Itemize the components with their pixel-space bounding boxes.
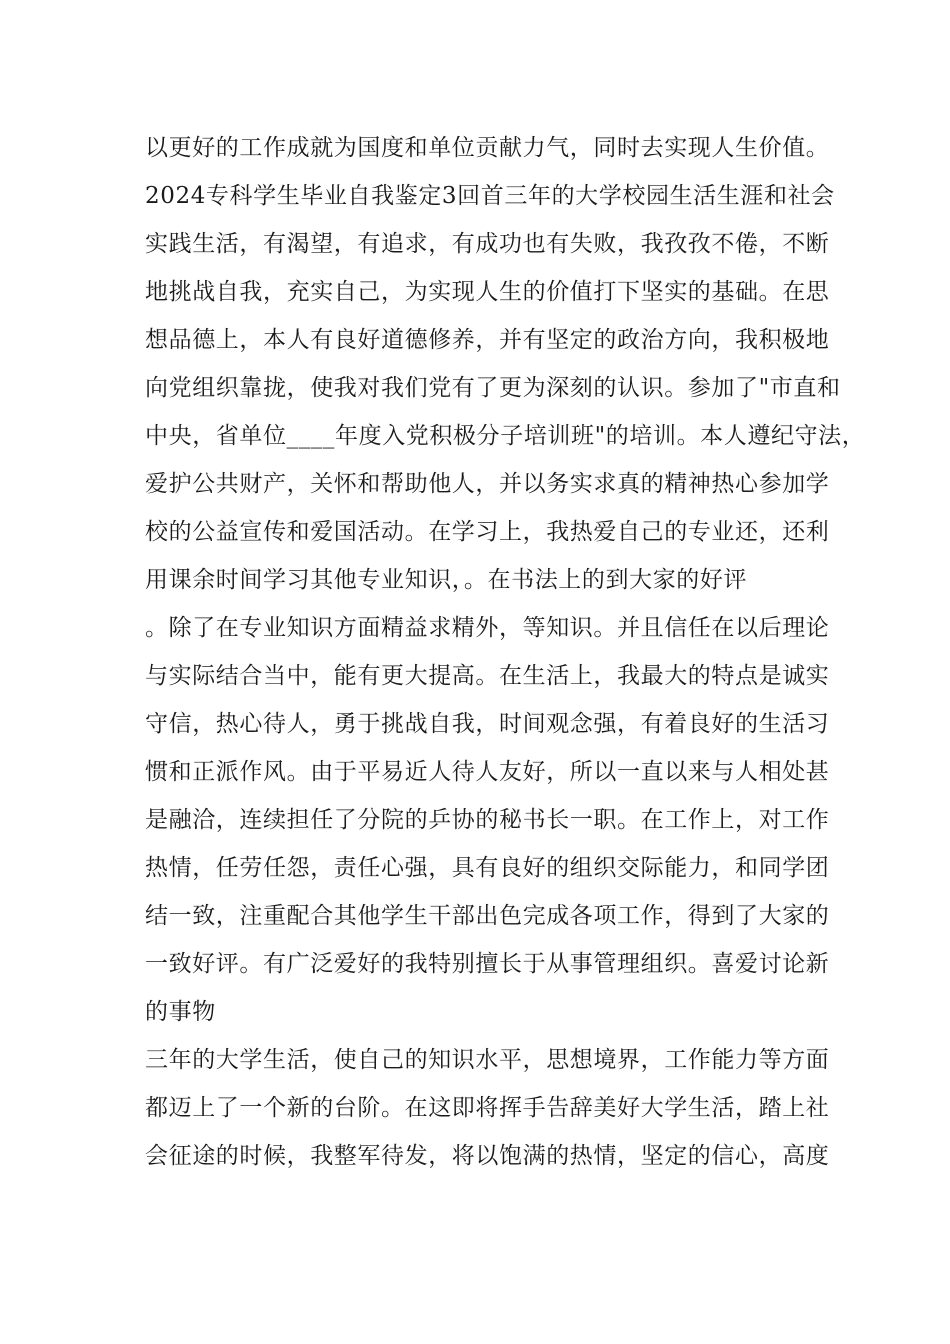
text-line: 是融洽，连续担任了分院的乒协的秘书长一职。在工作上，对工作 — [145, 807, 830, 833]
text-line: 地挑战自我，充实自己，为实现人生的价值打下坚实的基础。在思 — [145, 279, 830, 305]
text-line: 想品德上，本人有良好道德修养，并有坚定的政治方向，我积极地 — [145, 327, 830, 353]
text-line: 校的公益宣传和爱国活动。在学习上，我热爱自己的专业还，还利 — [145, 519, 830, 545]
text-line: 三年的大学生活，使自己的知识水平，思想境界，工作能力等方面 — [145, 1047, 830, 1073]
text-line: 用课余时间学习其他专业知识，。在书法上的到大家的好评 — [145, 567, 748, 593]
text-line: 都迈上了一个新的台阶。在这即将挥手告辞美好大学生活，踏上社 — [145, 1095, 830, 1121]
text-line: 与实际结合当中，能有更大提高。在生活上，我最大的特点是诚实 — [145, 663, 830, 689]
text-line: 向党组织靠拢，使我对我们党有了更为深刻的认识。参加了"市直和 — [145, 375, 841, 401]
text-line: 一致好评。有广泛爱好的我特别擅长于从事管理组织。喜爱讨论新 — [145, 951, 830, 977]
text-line: 热情，任劳任怨，责任心强，具有良好的组织交际能力，和同学团 — [145, 855, 830, 881]
text-line: 惯和正派作风。由于平易近人待人友好，所以一直以来与人相处甚 — [145, 759, 830, 785]
text-line: 2024专科学生毕业自我鉴定3回首三年的大学校园生活生涯和社会 — [145, 183, 835, 209]
text-line: 以更好的工作成就为国度和单位贡献力气，同时去实现人生价值。 — [145, 135, 830, 161]
text-line: 。除了在专业知识方面精益求精外，等知识。并且信任在以后理论 — [145, 615, 830, 641]
text-line: 爱护公共财产，关怀和帮助他人，并以务实求真的精神热心参加学 — [145, 471, 830, 497]
body-text — [145, 124, 866, 1180]
text-line: 结一致，注重配合其他学生干部出色完成各项工作，得到了大家的 — [145, 903, 830, 929]
text-line: 中央，省单位____年度入党积极分子培训班"的培训。本人遵纪守法， — [145, 423, 866, 449]
text-line: 会征途的时候，我整军待发，将以饱满的热情，坚定的信心，高度 — [145, 1143, 830, 1169]
text-line: 的事物 — [145, 999, 216, 1025]
text-line: 实践生活，有渴望，有追求，有成功也有失败，我孜孜不倦，不断 — [145, 231, 830, 257]
text-line: 守信，热心待人，勇于挑战自我，时间观念强，有着良好的生活习 — [145, 711, 830, 737]
